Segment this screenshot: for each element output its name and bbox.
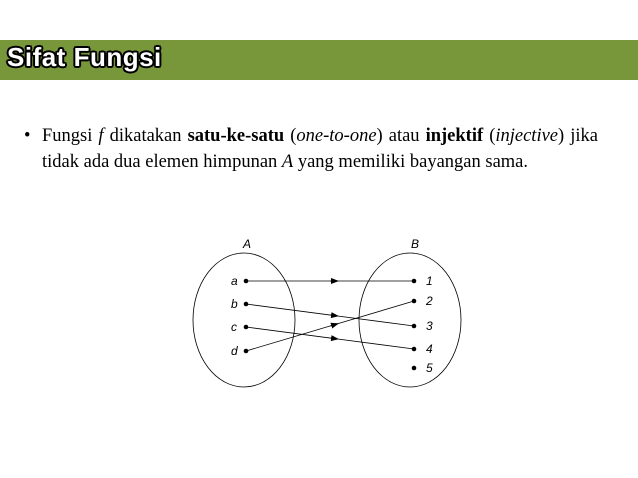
set-a-ellipse [193,253,295,387]
term-injective: injective [495,126,559,146]
text-part: dikatakan [103,126,188,146]
text-part: ( [483,126,496,146]
text-part: ( [284,126,297,146]
codomain-label-1: 1 [426,274,433,288]
bullet-icon: • [24,126,31,146]
set-a-label: A [243,237,252,251]
set-b-label: B [411,237,420,251]
mapping-arrow-c-4 [246,327,414,349]
set-symbol-a: A [281,152,294,172]
codomain-label-2: 2 [426,294,433,308]
text-part: yang memiliki bayangan sama. [293,152,529,172]
text-part: ) atau [376,126,426,146]
text-part: ) jika tidak ada dua elemen himpunan [42,126,598,172]
codomain-label-4: 4 [426,342,433,356]
term-satu-ke-satu: satu-ke-satu [187,126,285,146]
domain-point-c [244,325,249,330]
codomain-point-5 [412,366,417,371]
codomain-label-5: 5 [426,361,433,375]
domain-label-c: c [231,320,237,334]
mapping-arrow-b-3 [246,304,414,326]
domain-label-a: a [231,274,238,288]
codomain-point-4 [412,347,417,352]
domain-point-d [244,349,249,354]
page-title: Sifat Fungsi [7,42,162,72]
codomain-point-1 [412,279,417,284]
term-injektif: injektif [425,126,484,146]
term-one-to-one: one-to-one [296,126,377,146]
function-symbol: f [98,126,104,146]
set-b-ellipse [359,253,461,387]
domain-point-b [244,302,249,307]
mapping-arrow-d-2 [246,301,414,351]
codomain-point-2 [412,299,417,304]
domain-label-d: d [231,344,238,358]
domain-label-b: b [231,297,238,311]
domain-point-a [244,279,249,284]
codomain-label-3: 3 [426,319,433,333]
codomain-point-3 [412,324,417,329]
text-part: Fungsi [42,126,99,146]
